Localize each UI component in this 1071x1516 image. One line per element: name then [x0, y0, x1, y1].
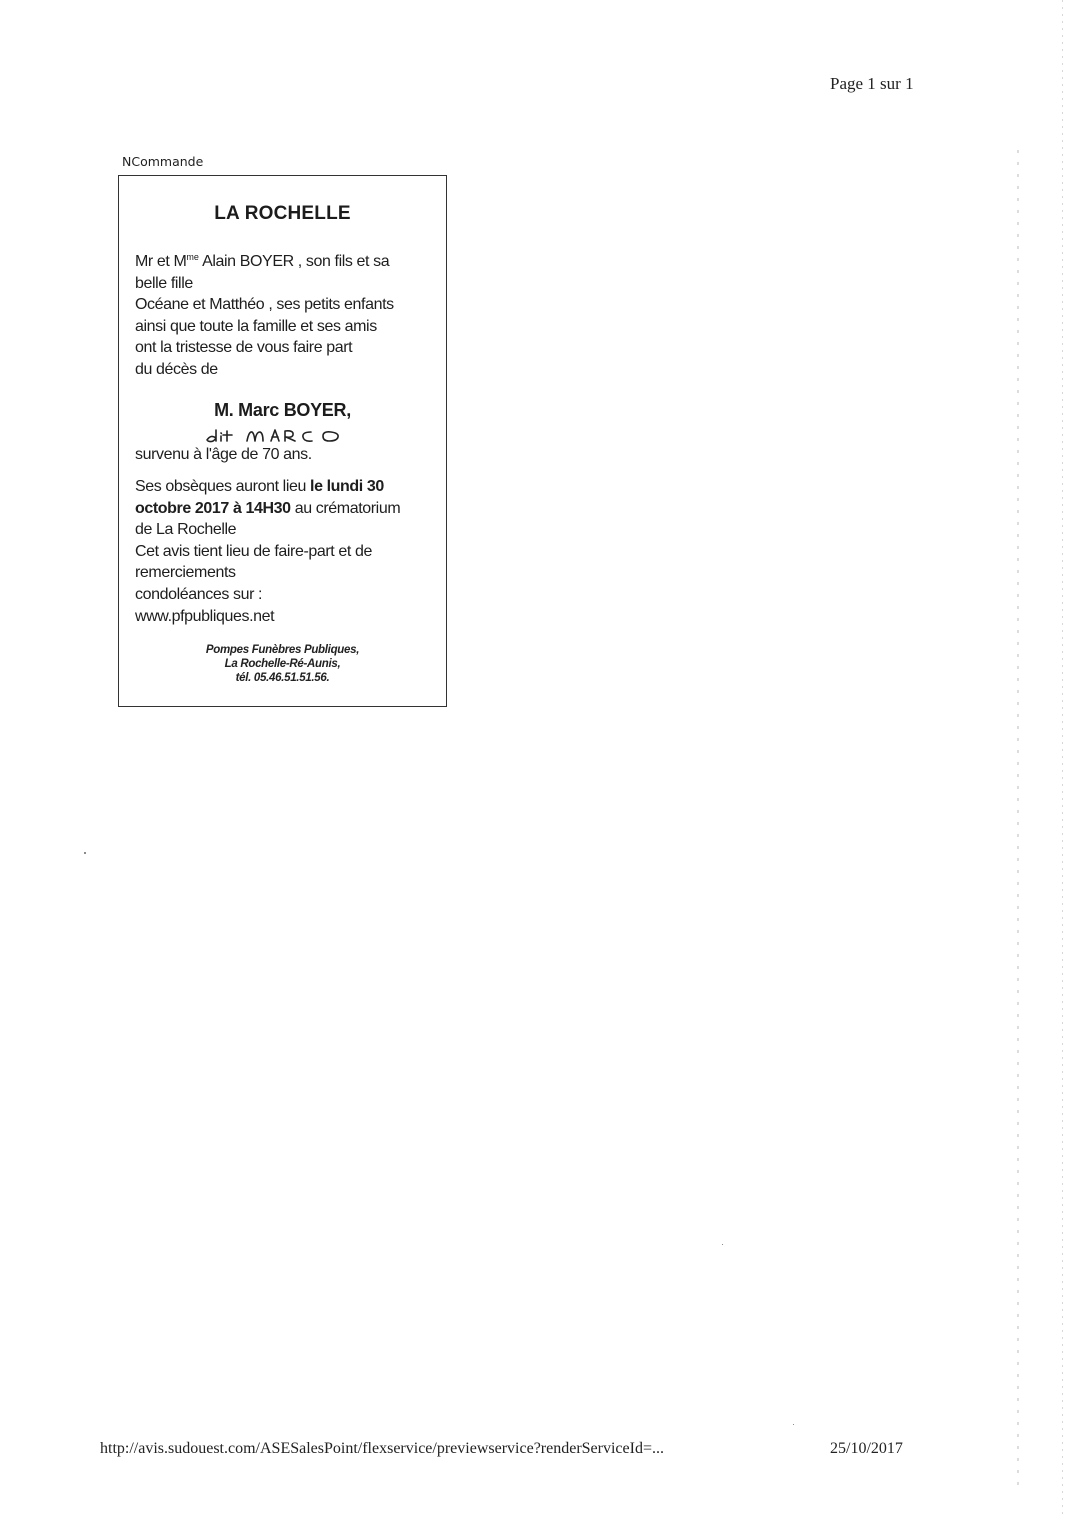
- notice-city-heading: LA ROCHELLE: [214, 203, 351, 224]
- scan-speck: [84, 852, 86, 854]
- funeral-line: condoléances sur :: [135, 585, 263, 603]
- funeral-line: remerciements: [135, 564, 236, 582]
- funeral-home-signature: [118, 643, 447, 685]
- scan-speck: [793, 1424, 794, 1425]
- age-line: survenu à l'âge de 70 ans.: [135, 446, 312, 463]
- family-line: du décès de: [135, 360, 218, 378]
- funeral-line: Ses obsèques auront lieu le lundi 30: [135, 478, 384, 495]
- handwritten-annotation: [205, 424, 370, 446]
- order-label: NCommande: [122, 154, 204, 169]
- scan-edge-artifact: [1062, 0, 1063, 1516]
- footer-source-url: http://avis.sudouest.com/ASESalesPoint/flexservice/previewservice?renderServiceId=...: [100, 1440, 664, 1457]
- family-line: ainsi que toute la famille et ses amis: [135, 317, 377, 335]
- funeral-home-location: La Rochelle-Ré-Aunis,: [224, 658, 341, 670]
- condolences-website: www.pfpubliques.net: [135, 607, 275, 625]
- family-line: belle fille: [135, 274, 193, 292]
- page-indicator: Page 1 sur 1: [830, 74, 914, 93]
- scan-speck: [722, 1244, 723, 1245]
- funeral-line: de La Rochelle: [135, 521, 237, 539]
- funeral-home-phone: tél. 05.46.51.51.56.: [235, 672, 330, 684]
- funeral-home-name: Pompes Funèbres Publiques,: [205, 644, 360, 656]
- family-line: ont la tristesse de vous faire part: [135, 339, 353, 357]
- funeral-details: [135, 476, 445, 627]
- superscript-abbrev: me: [186, 252, 199, 262]
- family-line: Océane et Matthéo , ses petits enfants: [135, 296, 394, 314]
- family-line: Mr et $M^{me}$ Alain BOYER , son fils et sa: [135, 252, 390, 270]
- funeral-line: Cet avis tient lieu de faire-part et de: [135, 542, 372, 560]
- family-announcement: [135, 247, 445, 381]
- deceased-name: M. Marc BOYER,: [214, 400, 351, 420]
- scan-edge-artifact: [1017, 150, 1019, 1490]
- funeral-line: octobre 2017 à 14H30 au crématorium: [135, 499, 401, 517]
- footer-print-date: 25/10/2017: [830, 1440, 903, 1457]
